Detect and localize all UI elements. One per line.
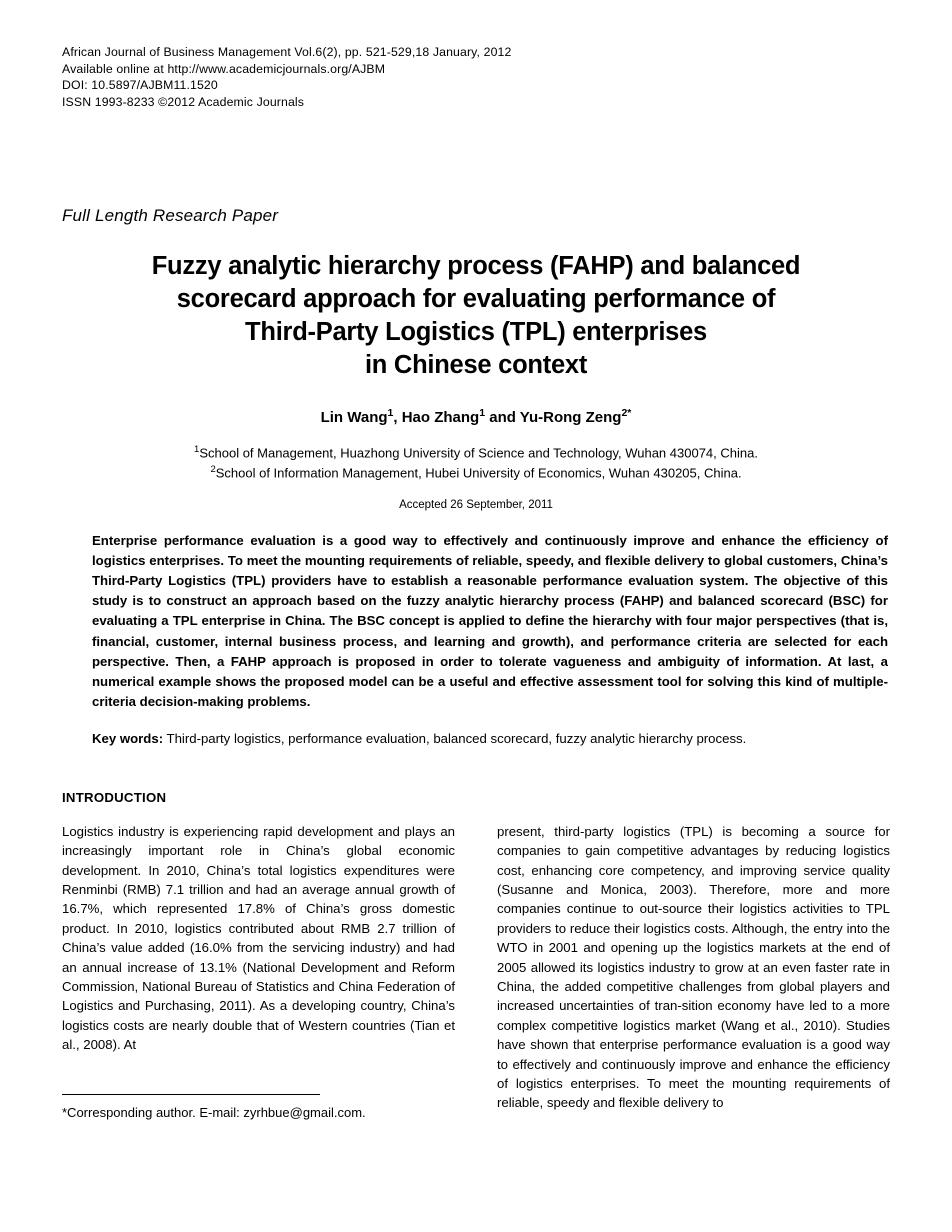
masthead-line-url: Available online at http://www.academicjournals.org/AJBM	[62, 61, 386, 76]
title-line-3: Third-Party Logistics (TPL) enterprises	[245, 318, 707, 346]
corresponding-author-note: *Corresponding author. E-mail: zyrhbue@gmail.com.	[62, 1104, 366, 1120]
affiliation-2-text: School of Information Management, Hubei University of Economics, Wuhan 430205, China.	[215, 465, 742, 481]
masthead-line-doi: DOI: 10.5897/AJBM11.1520	[62, 78, 218, 92]
affiliation-2-marker: 2	[210, 464, 216, 476]
affiliation-1	[62, 441, 890, 461]
author-3-affiliation-marker: 2*	[621, 407, 632, 419]
article-type-label: Full Length Research Paper	[62, 206, 279, 225]
affiliation-2	[62, 461, 890, 481]
accepted-date: Accepted 26 September, 2011	[399, 498, 553, 511]
paper-content	[62, 44, 890, 1120]
keywords-block	[92, 729, 888, 749]
footnote-area	[62, 1094, 455, 1121]
masthead-line-citation: African Journal of Business Management Vol.6(2), pp. 521-529,18 January, 2012	[62, 45, 512, 59]
body-columns	[62, 822, 890, 1120]
author-name-2: Hao Zhang	[401, 409, 480, 426]
keywords-label: Key words:	[92, 731, 164, 747]
author-separator-2: and	[485, 409, 520, 426]
affiliation-list	[62, 441, 890, 482]
author-2-affiliation-marker: 1	[479, 407, 486, 419]
author-separator-1: ,	[393, 409, 402, 426]
keywords-text: Third-party logistics, performance evaluation, balanced scorecard, fuzzy analytic hierarchy process.	[163, 731, 747, 747]
affiliation-1-marker: 1	[194, 444, 200, 455]
journal-masthead	[62, 44, 890, 110]
masthead-line-issn: ISSN 1993-8233 ©2012 Academic Journals	[62, 94, 305, 109]
author-name-3: Yu-Rong Zeng	[519, 409, 622, 426]
intro-paragraph-left: Logistics industry is experiencing rapid development and plays an increasingly important role in China’s global economic development. In 2010, China’s total logistics expenditures were Renminbi (RMB) 7.1 trillion and had an average annual growth of 16.7%, which represented 17.8% of China’s gross domestic product. In 2010, logistics contributed about RMB 2.7 trillion of China’s value added (16.0% from the servicing industry) and had an annual increase of 13.1% (National Development and Reform Commission, National Bureau of Statistics and China Federation of Logistics and Purchasing, 2011). As a developing country, China’s logistics costs are nearly double that of Western countries (Tian et al., 2008). At	[62, 823, 455, 1053]
title-line-2: scorecard approach for evaluating performance of	[176, 285, 776, 313]
footnote-divider	[62, 1094, 320, 1095]
abstract-text: Enterprise performance evaluation is a good way to effectively and continuously improve and enhance the efficiency of logistics enterprises. To meet the mounting requirements of reliable, speedy, and flexible delivery to global customers, China’s Third-Party Logistics (TPL) providers have to establish a reasonable performance evaluation system. The objective of this study is to construct an approach based on the fuzzy analytic hierarchy process (FAHP) and balanced scorecard (BSC) for evaluating a TPL enterprise in China. The BSC concept is applied to define the hierarchy with four major perspectives (that is, financial, customer, internal business process, and learning and growth), and performance criteria are selected for each perspective. Then, a FAHP approach is proposed in order to tolerate vagueness and ambiguity of information. At last, a numerical example shows the proposed model can be a useful and effective assessment tool for solving this kind of multiple-criteria decision-making problems.	[92, 532, 888, 710]
column-left	[62, 822, 455, 1120]
affiliation-1-text: School of Management, Huazhong University of Science and Technology, Wuhan 430074, China.	[199, 445, 758, 461]
section-heading-introduction: INTRODUCTION	[62, 789, 167, 805]
column-right	[497, 822, 890, 1113]
author-name-1: Lin Wang	[320, 409, 388, 426]
title-line-1: Fuzzy analytic hierarchy process (FAHP) and balanced	[151, 252, 801, 280]
page-title	[62, 250, 890, 382]
title-line-4: in Chinese context	[364, 351, 588, 379]
author-list	[62, 407, 890, 426]
intro-paragraph-right: present, third-party logistics (TPL) is becoming a source for companies to gain competitive advantages by reducing logistics cost, enhancing core competency, and improving service quality (Susanne and Monica, 2003). Therefore, more and more companies continue to out-source their logistics activities to TPL providers to reduce their logistics costs. Although, the entry into the WTO in 2001 and opening up the logistics markets at the end of 2005 allowed its logistics industry to grow at an even faster rate in China, the added competitive challenges from global players and increased uncertainties of tran-sition economy have led to a more complex competitive logistics market (Wang et al., 2010). Studies have shown that enterprise performance evaluation is a good way to effectively and continuously improve and enhance the efficiency of logistics enterprises. To meet the mounting requirements of reliable, speedy and flexible delivery to	[497, 823, 890, 1111]
author-1-affiliation-marker: 1	[387, 407, 394, 419]
